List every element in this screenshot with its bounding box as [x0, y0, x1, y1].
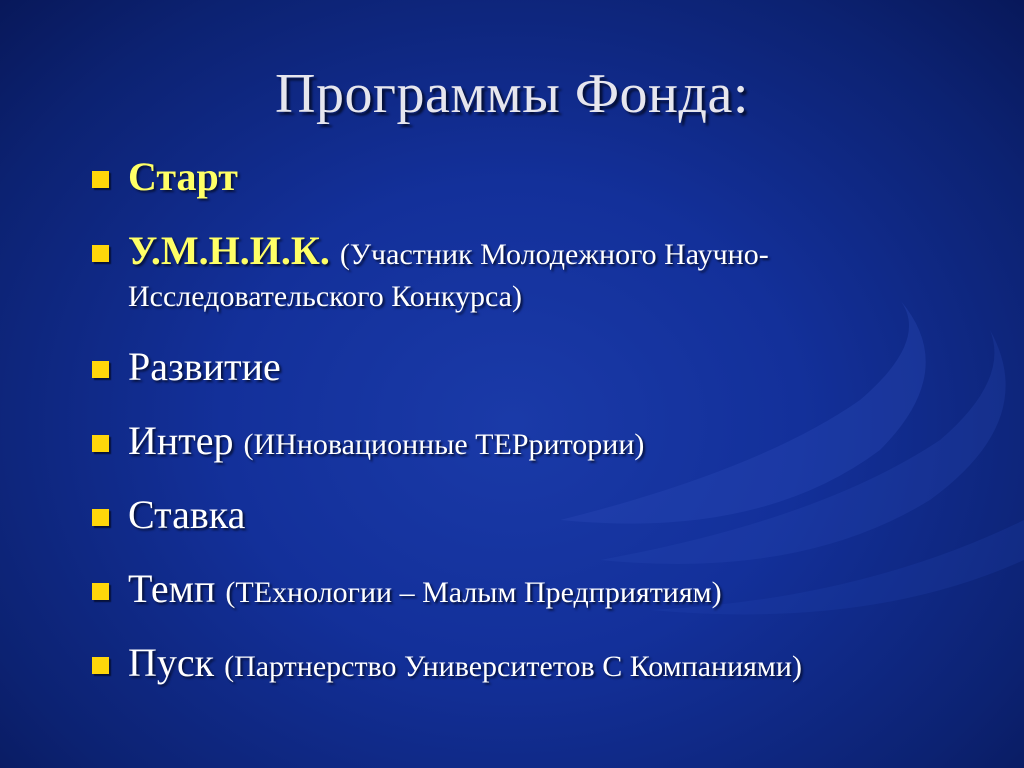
bullet-marker: [92, 657, 109, 674]
program-description-cont: Исследовательского Конкурса): [128, 280, 522, 313]
program-description: (Участник Молодежного Научно-: [339, 238, 769, 271]
program-name: У.М.Н.И.К.: [128, 228, 330, 273]
bullet-marker: [92, 245, 109, 262]
program-name: Темп: [128, 566, 216, 611]
bullet-marker: [92, 435, 109, 452]
program-description: (ИНновационные ТЕРритории): [243, 428, 645, 461]
bullet-marker: [92, 361, 109, 378]
bullet-marker: [92, 509, 109, 526]
slide-title: Программы Фонда:: [275, 63, 749, 125]
program-name: Старт: [128, 154, 238, 199]
program-name: Ставка: [128, 492, 246, 537]
program-name: Пуск: [128, 640, 215, 685]
program-name: Интер: [128, 418, 234, 463]
program-description: (ТЕхнологии – Малым Предприятиям): [225, 576, 722, 609]
bullet-marker: [92, 171, 109, 188]
program-description: (Партнерство Университетов С Компаниями): [224, 650, 802, 683]
program-name: Развитие: [128, 344, 281, 389]
bullet-marker: [92, 583, 109, 600]
